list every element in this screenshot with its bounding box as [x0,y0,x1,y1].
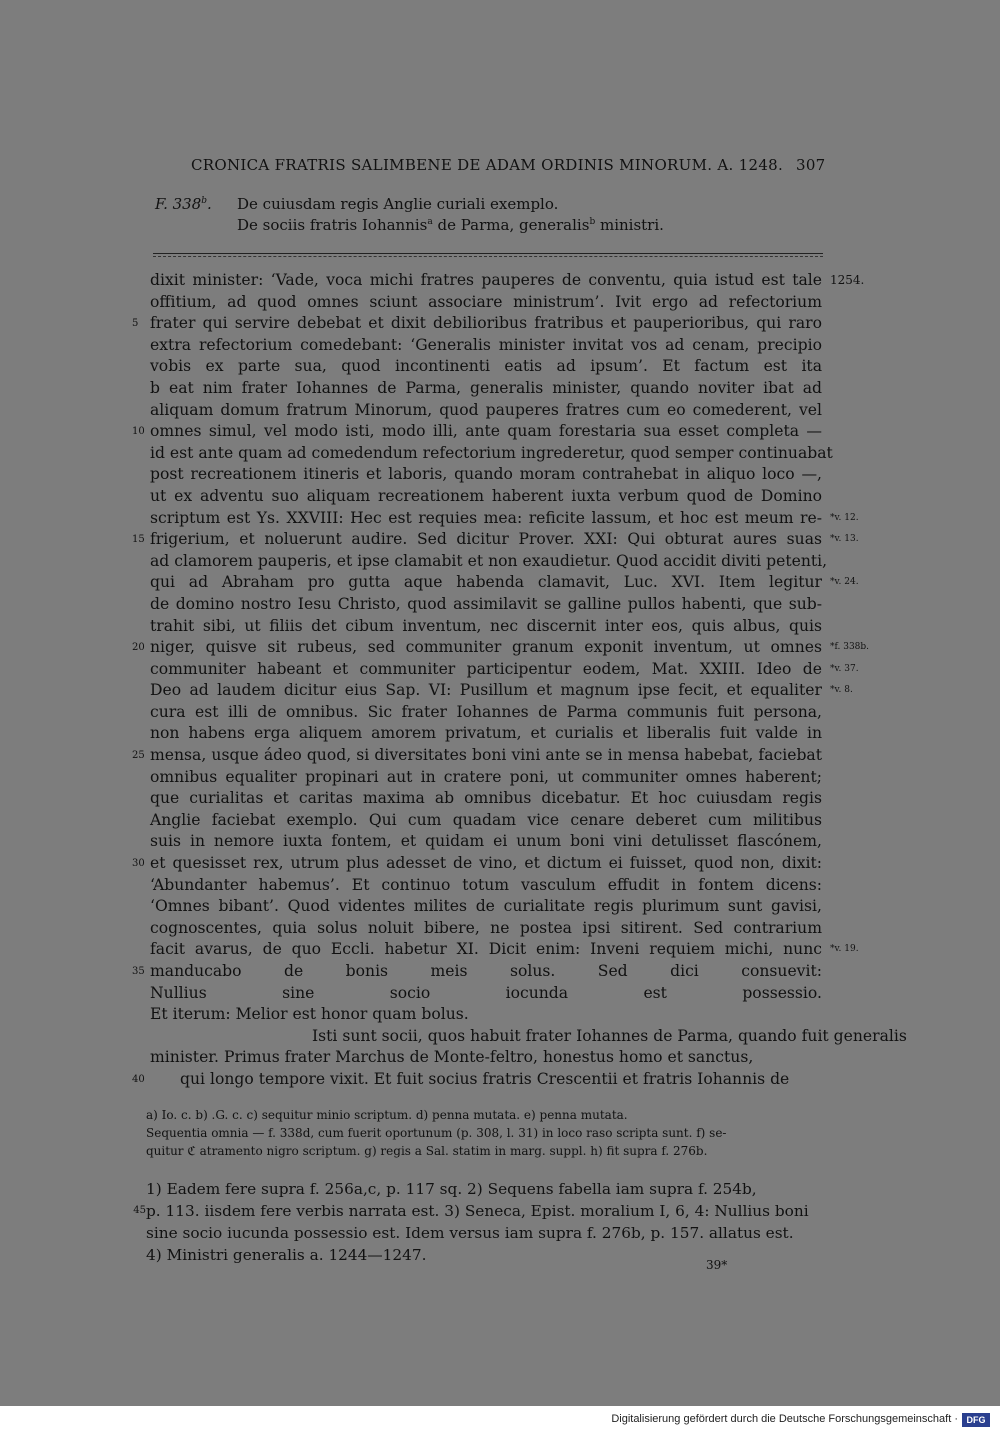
text-line-content: cognoscentes, quia solus noluit bibere, ne postea ipsi sitirent. Sed contrarium [150,918,822,937]
text-line-content: dixit minister: ‘Vade, voca michi fratres pauperes de conventu, quia istud est tale [150,271,822,289]
text-line-content: minister. Primus frater Marchus de Monte-feltro, honestus homo et sanctus, [150,1048,754,1067]
text-line-content: et quesisset rex, utrum plus adesset de vino, et dictum ei fuisset, quod non, dixit: [150,854,822,873]
year-marker: 1254. [830,273,865,287]
text-line-content: communiter habeant et communiter participentur eodem, Mat. XXIII. Ideo de [150,659,822,678]
text-line [150,356,822,378]
line-number: 20 [132,642,145,654]
apparatus-line: Sequentia omnia — f. 338d, cum fuerit oportunum (p. 308, l. 31) in loco raso scripta sunt. f) se- [146,1126,727,1140]
line-number: 5 [132,318,139,330]
text-line [150,896,822,918]
text-line-content: ‘Abundanter habemus’. Et continuo totum vasculum effudit in fontem dicens: [150,875,822,894]
text-line-content: offitium, ad quod omnes sciunt associare ministrum’. Ivit ergo ad refectorium [150,292,822,311]
text-line [132,745,822,767]
line-number: 35 [132,966,145,977]
line-number: 40 [132,1073,145,1085]
footnote-text: 4) Ministri generalis a. 1244—1247. [146,1246,427,1264]
text-line [132,421,822,443]
text-line [150,788,822,810]
text-line [132,853,822,875]
dfg-footer-bar [0,1406,1000,1434]
text-line [132,961,822,983]
text-line [150,616,822,638]
text-line [150,594,822,616]
text-line-content: de domino nostro Iesu Christo, quod assimilavit se galline pullos habenti, que sub- [150,594,822,613]
footnote-line [133,1200,822,1222]
text-line [150,1004,822,1026]
text-line [150,767,822,789]
text-line-content: mensa, usque ádeo quod, si diversitates boni vini ante se in mensa habebat, faciebat [150,746,822,765]
margin-note: *v. 12. [830,512,859,523]
margin-note: *v. 37. [830,663,859,674]
running-title: CRONICA FRATRIS SALIMBENE DE ADAM ORDINIS MINORUM. A. 1248. [191,156,784,174]
text-line-content: manducabo de bonis meis solus. Sed dici consuevit: [150,962,822,980]
text-line-content: Isti sunt socii, quos habuit frater Iohannes de Parma, quando fuit generalis [312,1026,907,1045]
text-line-content: ‘Omnes bibant’. Quod videntes milites de curialitate regis plurimum sunt gavisi, [150,897,822,916]
text-line-content: non habens erga aliquem amorem privatum, et curialis et liberalis fuit valde in [150,724,822,743]
text-line-content: scriptum est Ys. XXVIII: Hec est requies mea: reficite lassum, et hoc est meum re- [150,508,822,527]
line-number: 15 [132,534,145,546]
margin-note: *v. 19. [830,944,859,955]
text-line [150,400,822,422]
text-line [150,1026,907,1048]
text-line-content: omnes simul, vel modo isti, modo illi, ante quam forestaria sua esset completa — [150,422,822,441]
margin-note: *v. 8. [830,685,853,696]
text-line [132,637,870,659]
text-line-content: Deo ad laudem dicitur eius Sap. VI: Pusillum et magnum ipse fecit, et equaliter [150,681,822,700]
funding-notice: Digitalisierung gefördert durch die Deutsche Forschungsgemeinschaft · [611,1413,958,1425]
text-line-content: ut ex adventu suo aliquam recreationem haberent iuxta verbum quod de Domino [150,486,822,505]
text-line [150,464,822,486]
dfg-logo: DFG [962,1413,990,1427]
margin-note: *v. 13. [830,534,859,545]
text-line-content: que curialitas et caritas maxima ab omnibus dicebatur. Et hoc cuiusdam regis [150,789,822,808]
text-line-content: post recreationem itineris et laboris, quando moram contrahebat in aliquo loco —, [150,465,822,484]
page-number: 307 [796,156,826,174]
text-line [150,486,822,508]
section-heading [155,194,664,236]
text-line [150,723,822,745]
text-line-content: vobis ex parte sua, quod incontinenti eatis ad ipsum’. Et factum est ita [150,357,822,376]
text-line [150,572,859,594]
text-line [150,335,822,357]
text-line-content: Et iterum: Melior est honor quam bolus. [150,1005,469,1024]
text-line [150,983,822,1005]
text-line-content: b eat nim frater Iohannes de Parma, generalis minister, quando noviter ibat ad [150,378,822,397]
text-line [150,1047,822,1069]
apparatus-line: a) Io. c. b) .G. c. c) sequitur minio scriptum. d) penna mutata. e) penna mutata. [146,1108,628,1122]
text-line [150,378,822,400]
line-number: 25 [132,750,145,762]
text-line [150,659,859,681]
line-number: 45 [133,1205,146,1216]
footnote-text: sine socio iucunda possessio est. Idem versus iam supra f. 276b, p. 157. allatus est. [146,1224,794,1242]
text-line-content: cura est illi de omnibus. Sic frater Iohannes de Parma communis fuit persona, [150,702,822,721]
text-line [150,831,822,853]
folio-reference: F. 338$^b$. [155,195,212,213]
text-line [150,292,822,314]
critical-apparatus [146,1106,822,1160]
text-line-content: Nullius sine socio iocunda est possessio. [150,983,822,1002]
text-line-content: id est ante quam ad comedendum refectorium ingrederetur, quod semper continuabat [150,443,833,462]
text-line-content: qui ad Abraham pro gutta aque habenda clamavit, Luc. XVI. Item legitur [150,573,822,592]
text-line [150,875,822,897]
text-line [132,313,822,335]
signature-mark: 39* [706,1258,728,1272]
text-line [132,529,859,551]
section-heading-line-1 [155,194,664,215]
apparatus-line: quitur ℭ atramento nigro scriptum. g) regis a Sal. statim in marg. suppl. h) fit supra f. 276b. [146,1144,708,1158]
text-line-content: facit avarus, de quo Eccli. habetur XI. Dicit enim: Inveni requiem michi, nunc [150,940,822,959]
text-line [150,939,859,961]
footnote-text: p. 113. iisdem fere verbis narrata est. 3) Seneca, Epist. moralium I, 6, 4: Nullius boni [146,1202,809,1220]
text-line [150,443,833,465]
text-line [150,680,853,702]
text-line-content: frater qui servire debebat et dixit debilioribus fratribus et pauperioribus, qui raro [150,314,822,333]
footnote-text: 1) Eadem fere supra f. 256a,c, p. 117 sq. 2) Sequens fabella iam supra f. 254b, [146,1180,757,1198]
margin-note: *v. 24. [830,577,859,588]
divider-rule [153,253,823,254]
main-text [132,270,907,1091]
text-line-content: qui longo tempore vixit. Et fuit socius fratris Crescentii et fratris Iohannis de [180,1069,790,1088]
text-line-content: trahit sibi, ut filiis det cibum inventum, nec discernit inter eos, quis albus, quis [150,616,822,635]
text-line [150,810,822,832]
text-line-content: Anglie faciebat exemplo. Qui cum quadam vice cenare deberet cum militibus [150,810,822,829]
footnote-line [146,1222,822,1244]
line-number: 10 [132,426,145,438]
text-line [150,702,822,724]
divider-rule-dashed [153,256,823,257]
heading-text-1: De cuiusdam regis Anglie curiali exemplo. [237,195,559,213]
text-line-content: frigerium, et noluerunt audire. Sed dicitur Prover. XXI: Qui obturat aures suas [150,530,822,549]
text-line [150,918,822,940]
text-line-content: extra refectorium comedebant: ‘Generalis minister invitat vos ad cenam, precipio [150,335,822,354]
running-header [0,156,1000,178]
section-heading-line-2: De sociis fratris Iohannis$^a$ de Parma, generalis$^b$ ministri. [237,216,664,234]
text-line-content: suis in nemore iuxta fontem, et quidam ei unum boni vini detulisset flascónem, [150,832,822,851]
line-number: 30 [132,858,145,870]
footnotes [133,1178,822,1266]
margin-note: *f. 338b. [830,642,870,653]
text-line [150,551,828,573]
text-line [150,508,859,530]
text-line-content: niger, quisve sit rubeus, sed communiter granum exponit inventum, ut omnes [150,638,822,657]
footnote-line [146,1178,822,1200]
text-line [132,1069,822,1091]
text-line-content: omnibus equaliter propinari aut in cratere poni, ut communiter omnes haberent; [150,767,822,786]
text-line [150,270,865,292]
text-line-content: aliquam domum fratrum Minorum, quod pauperes fratres cum eo comederent, vel [150,400,822,419]
text-line-content: ad clamorem pauperis, et ipse clamabit et non exaudietur. Quod accidit diviti petenti, [150,551,828,570]
